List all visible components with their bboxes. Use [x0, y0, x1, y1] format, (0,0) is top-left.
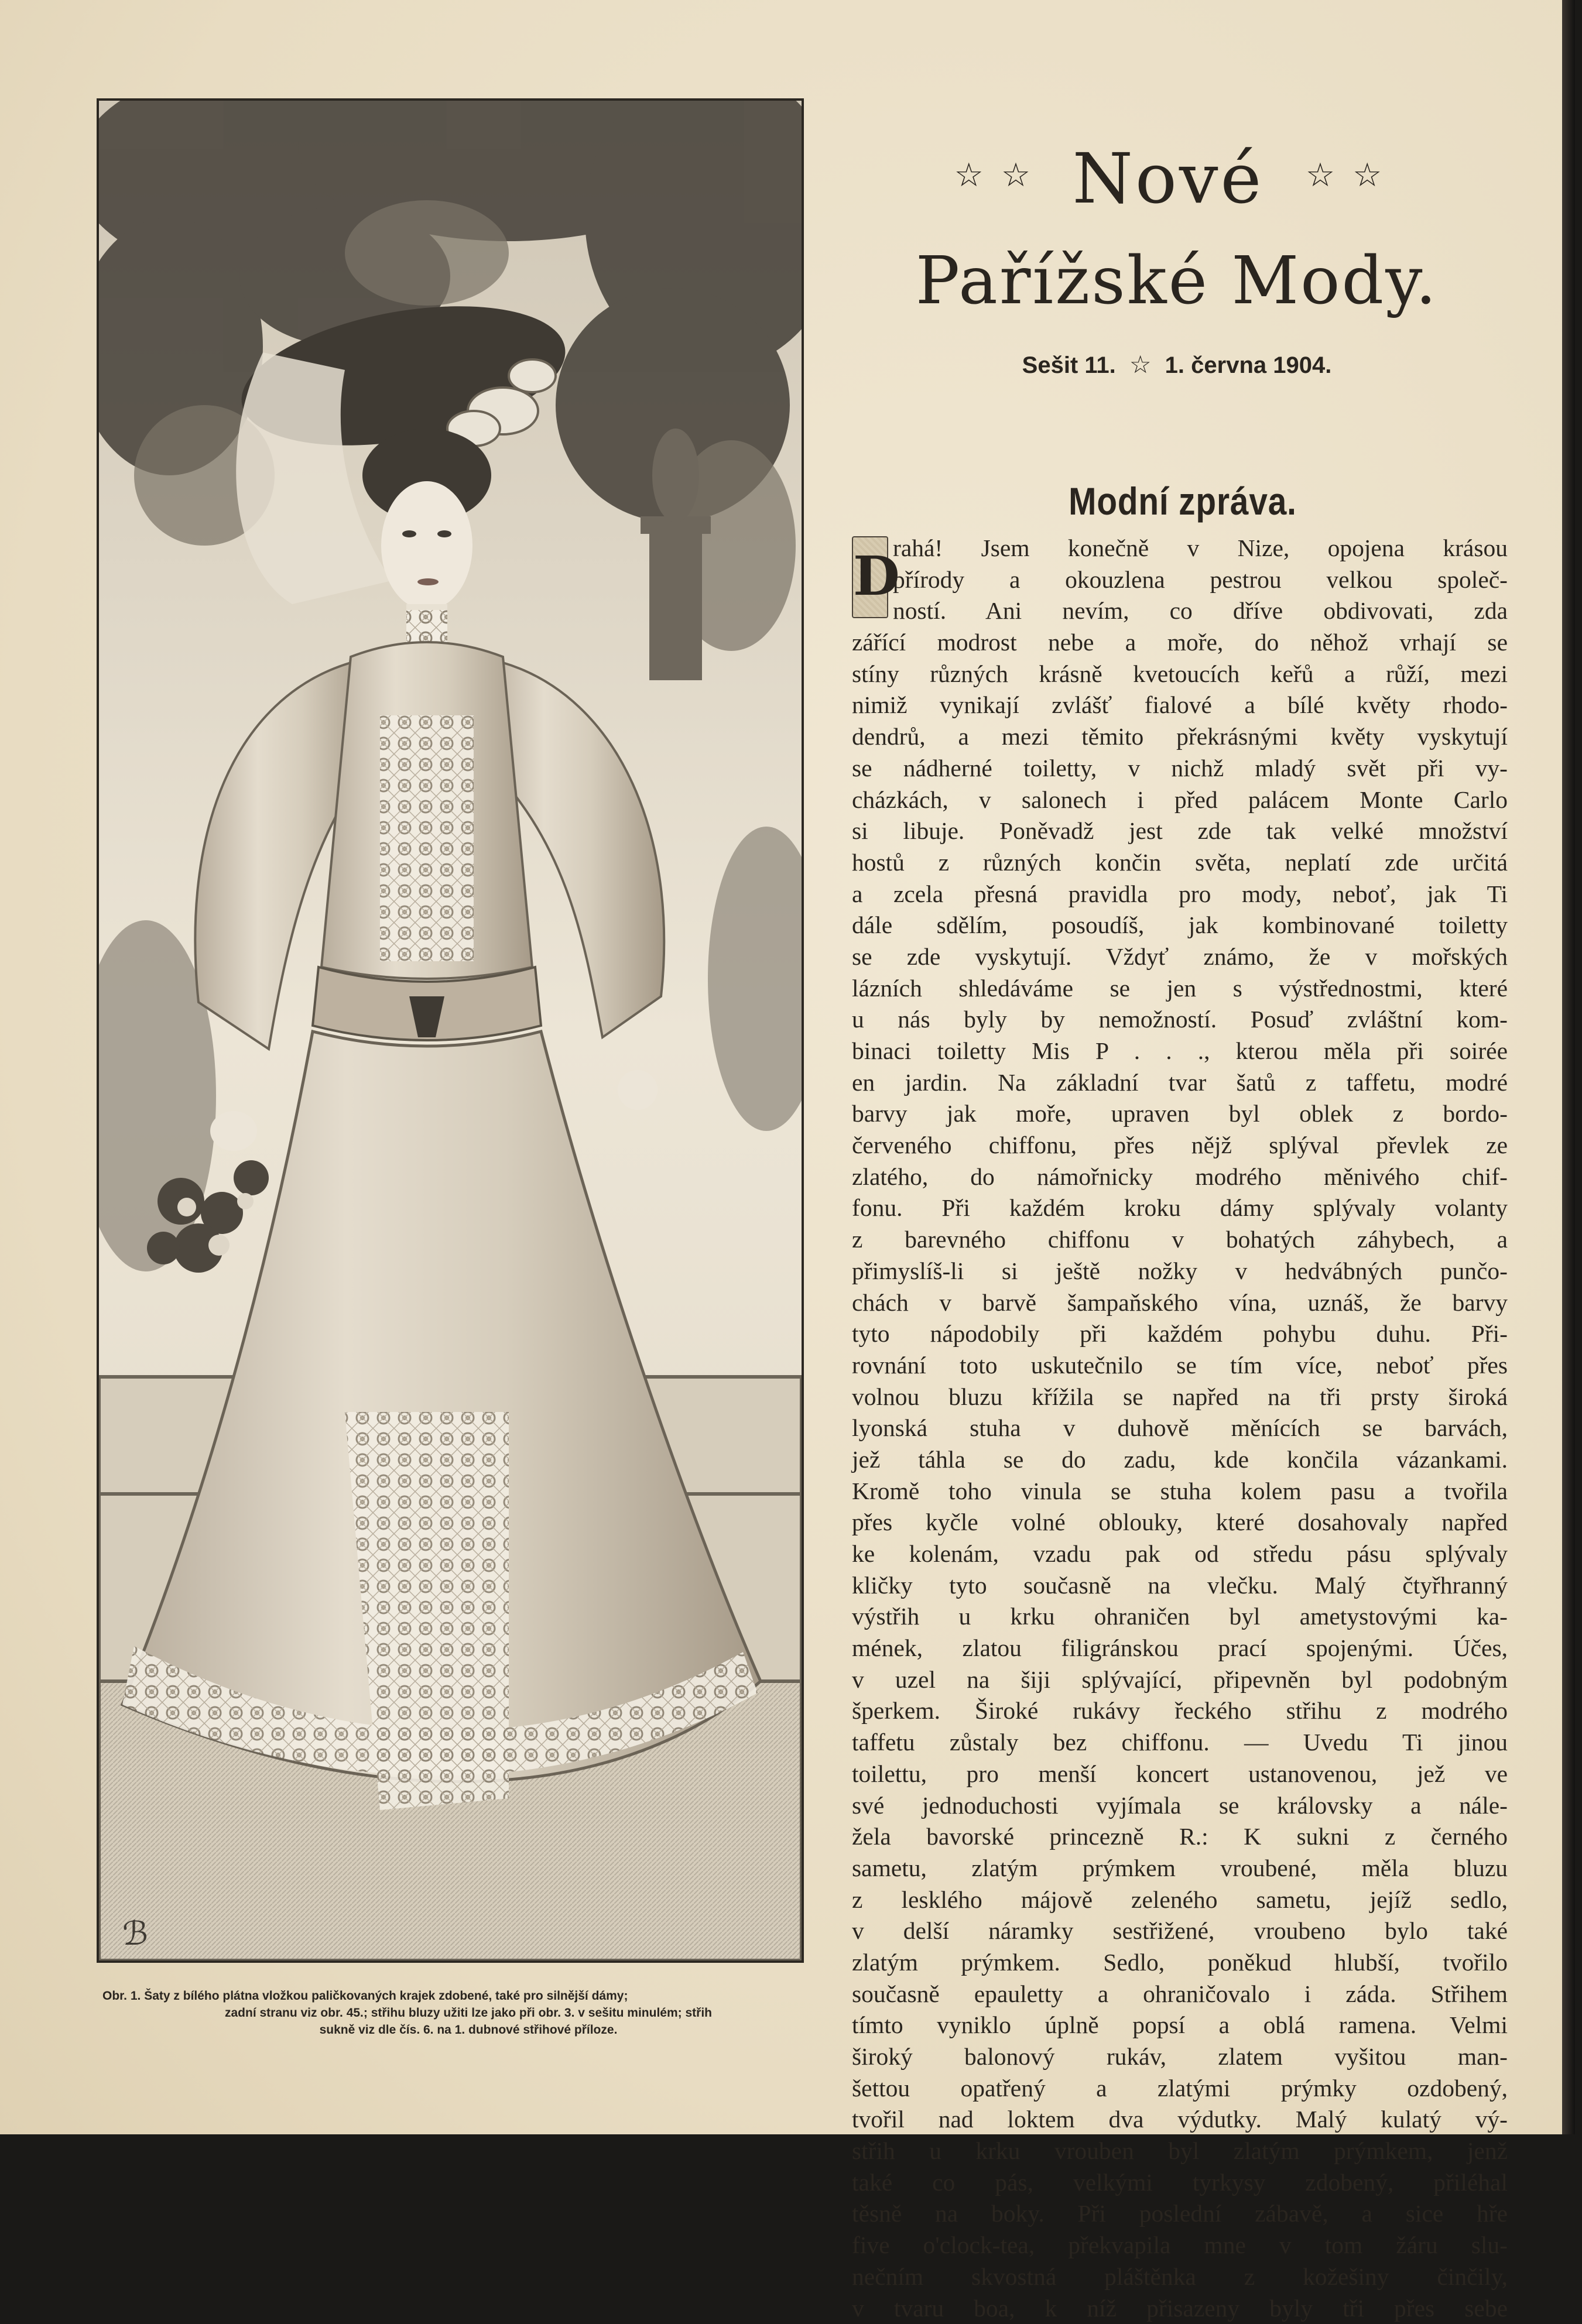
article-line: ností. Ani nevím, co dříve obdivovati, zda: [893, 595, 1508, 627]
article-line: v uzel na šiji splývající, připevněn byl podobným: [852, 1664, 1508, 1696]
article-line: své jednoduchosti vyjímala se královsky a nále-: [852, 1790, 1508, 1822]
article-line: přírody a okouzlena pestrou velkou společ-: [893, 564, 1508, 596]
article-line: barvy jak moře, upraven byl oblek z bordo-: [852, 1098, 1508, 1130]
article-line: tyto nápodobily při každém pohybu duhu. Při-: [852, 1318, 1508, 1350]
article-line: volnou bluzu křížila se napřed na tři prsty široká: [852, 1382, 1508, 1413]
article-lines: [852, 533, 1508, 2324]
masthead-title-nove: Nové: [1073, 138, 1264, 219]
article-line: dendrů, a mezi těmito překrásnými květy vyskytují: [852, 721, 1508, 753]
article-line: lyonská stuha v duhově měnících se barvách,: [852, 1413, 1508, 1444]
article-line: si libuje. Poněvadž jest zde tak velké množství: [852, 815, 1508, 847]
engraving-woman-in-lace-gown: [99, 101, 802, 1960]
article-line: cházkách, v salonech i před palácem Monte Carlo: [852, 784, 1508, 816]
caption-line: Obr. 1. Šaty z bílého plátna vložkou paličkovaných krajek zdobené, také pro silnější dámy;: [102, 1987, 834, 2004]
article-line: rovnání toto uskutečnilo se tím více, neboť přes: [852, 1350, 1508, 1382]
article-line: rahá! Jsem konečně v Nize, opojena krásou: [893, 533, 1508, 564]
article-line: nečním skvostná pláštěnka z kožešiny činčily,: [852, 2261, 1508, 2293]
article-line: také co pás, velkými tyrkysy zdobený, přiléhal: [852, 2167, 1508, 2199]
star-icon: ☆: [954, 156, 1001, 194]
article-line: kličky tyto současně na vlečku. Malý čtyřhranný: [852, 1570, 1508, 1602]
masthead: [843, 135, 1511, 325]
issue-number: Sešit 11.: [1022, 352, 1116, 378]
star-icon: ☆: [1306, 156, 1352, 194]
article-line: stíny různých krásně kvetoucích keřů a růží, mezi: [852, 659, 1508, 690]
article-line: tímto vyniklo úplně popsí a oblá ramena. Velmi: [852, 2010, 1508, 2041]
masthead-line-1: [843, 135, 1511, 220]
article-body: [852, 533, 1508, 2324]
article-line: hostů z různých končin světa, neplatí zde určitá: [852, 847, 1508, 879]
article-line: u nás byly by nemožností. Posuď zvláštní kom-: [852, 1004, 1508, 1036]
star-icon: ☆: [1352, 156, 1399, 194]
article-line: šperkem. Široké rukávy řeckého střihu z modrého: [852, 1695, 1508, 1727]
article-line: dále sdělím, posoudíš, jak kombinované toiletty: [852, 910, 1508, 941]
article-line: z lesklého májově zeleného sametu, jejíž sedlo,: [852, 1884, 1508, 1916]
article-line: šettou opatřený a zlatými prýmky ozdobený,: [852, 2073, 1508, 2104]
article-line: a zcela přesná pravidla pro mody, neboť, jak Ti: [852, 879, 1508, 910]
star-icon: ☆: [1129, 350, 1152, 379]
masthead-title-parizske-mody: Pařížské Mody.: [843, 237, 1511, 325]
article-line: žela bavorské princezně R.: K sukni z černého: [852, 1821, 1508, 1853]
article-line: mének, zlatou filigránskou prací spojenými. Účes,: [852, 1633, 1508, 1664]
figure-caption: [102, 1987, 834, 2038]
article-line: nimiž vynikají zvlášť fialové a bílé květy rhodo-: [852, 690, 1508, 721]
article-line: se zde vyskytují. Vždyť známo, že v mořských: [852, 941, 1508, 973]
article-line: široký balonový rukáv, zlatem vyšitou man-: [852, 2041, 1508, 2073]
article-line: fonu. Při každém kroku dámy splývaly volanty: [852, 1192, 1508, 1224]
article-line: zlatého, do námořnicky modrého měnivého chif-: [852, 1161, 1508, 1193]
article-line: těsně na boky. Při poslední zábavě, a sice hře: [852, 2198, 1508, 2230]
article-line: five o'clock-tea, překvapila mne v tom žáru slu-: [852, 2230, 1508, 2261]
article-line: binaci toiletty Mis P . . ., kterou měla při soirée: [852, 1036, 1508, 1067]
article-line: se nádherné toiletty, v nichž mladý svět při vy-: [852, 753, 1508, 784]
article-line: současně epauletty a ohraničovalo i záda. Střihem: [852, 1979, 1508, 2010]
star-icon: ☆: [1001, 156, 1048, 194]
drop-cap: D: [852, 536, 888, 618]
article-line: přes kyčle volné oblouky, které dosahovaly napřed: [852, 1507, 1508, 1538]
article-line: Kromě toho vinula se stuha kolem pasu a tvořila: [852, 1476, 1508, 1507]
article-line: střih u krku vrouben byl zlatým prýmkem, jenž: [852, 2136, 1508, 2167]
svg-text:ℬ: ℬ: [122, 1915, 148, 1953]
article-line: lázních shledáváme se jen s výstřednostmi, které: [852, 973, 1508, 1005]
issue-date: 1. června 1904.: [1165, 352, 1332, 378]
article-line: zlatým prýmkem. Sedlo, poněkud hlubší, tvořilo: [852, 1947, 1508, 1979]
caption-line: sukně viz dle čís. 6. na 1. dubnové střihové příloze.: [102, 2021, 834, 2038]
article-line: z barevného chiffonu v bohatých záhybech, a: [852, 1224, 1508, 1256]
article-line: výstřih u krku ohraničen byl ametystovými ka-: [852, 1601, 1508, 1633]
article-line: ke kolenám, vzadu pak od středu pásu splývaly: [852, 1538, 1508, 1570]
fashion-illustration: [97, 98, 804, 1963]
page-binding-edge: [1562, 0, 1575, 2134]
article-line: tvořil nad loktem dva výdutky. Malý kulatý vý-: [852, 2104, 1508, 2136]
article-line: v tvaru boa, k níž přisazeny byly tři přes sebe: [852, 2293, 1508, 2324]
article-line: chách v barvě šampaňského vína, uznáš, že barvy: [852, 1287, 1508, 1319]
caption-line: zadní stranu viz obr. 45.; střihu bluzy užiti lze jako při obr. 3. v sešitu minulém; střih: [102, 2004, 834, 2021]
article-line: červeného chiffonu, přes nějž splýval převlek ze: [852, 1130, 1508, 1161]
article-line: zářící modrost nebe a moře, do něhož vrhají se: [852, 627, 1508, 659]
article-line: v delší náramky sestřižené, vroubeno bylo také: [852, 1915, 1508, 1947]
issue-line: [843, 350, 1511, 379]
article-line: taffetu zůstaly bez chiffonu. — Uvedu Ti jinou: [852, 1727, 1508, 1759]
article-line: toilettu, pro menší koncert ustanovenou, jež ve: [852, 1759, 1508, 1790]
article-title: Modní zpráva.: [891, 479, 1475, 523]
article-line: sametu, zlatým prýmkem vroubené, měla bluzu: [852, 1853, 1508, 1884]
article-line: přimyslíš-li si ještě nožky v hedvábných punčo-: [852, 1256, 1508, 1287]
article-line: jež táhla se do zadu, kde končila vázankami.: [852, 1444, 1508, 1476]
article-line: en jardin. Na základní tvar šatů z taffetu, modré: [852, 1067, 1508, 1099]
